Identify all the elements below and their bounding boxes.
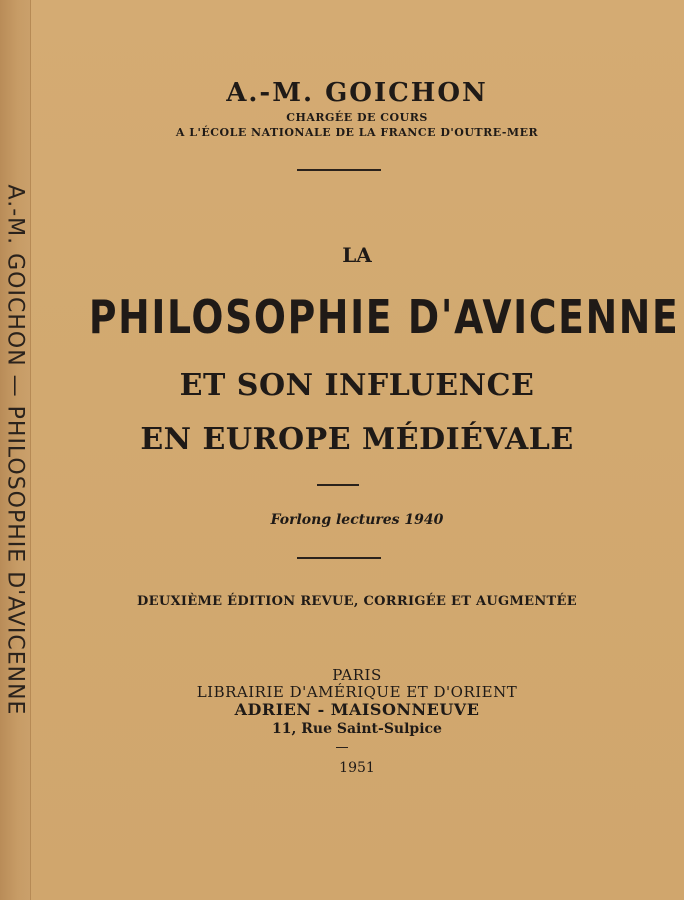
divider-year [336,747,348,748]
divider-lower [297,557,381,559]
subtitle-line-2: EN EUROPE MÉDIÉVALE [140,422,574,457]
author-name: A.-M. GOICHON [226,78,488,108]
author-role-line-1: CHARGÉE DE COURS [286,111,428,124]
publisher-address: 11, Rue Saint-Sulpice [272,721,442,737]
publisher-city: PARIS [332,666,382,684]
author-role-line-2: A L'ÉCOLE NATIONALE DE LA FRANCE D'OUTRE-MER [175,126,539,139]
publisher-name: ADRIEN - MAISONNEUVE [234,700,480,719]
lectures-note: Forlong lectures 1940 [270,512,444,528]
subtitle-line-1: ET SON INFLUENCE [179,368,535,403]
publisher-library: LIBRAIRIE D'AMÉRIQUE ET D'ORIENT [196,683,518,701]
publication-year: 1951 [339,760,375,776]
divider-top [297,169,381,171]
spine-title: A.-M. GOICHON — PHILOSOPHIE D'AVICENNE [2,184,28,716]
book-spine [0,0,31,900]
divider-middle [317,484,359,486]
edition-note: DEUXIÈME ÉDITION REVUE, CORRIGÉE ET AUGMENTÉE [137,594,577,609]
book-title: PHILOSOPHIE D'AVICENNE [88,290,680,344]
title-article: LA [342,243,372,267]
